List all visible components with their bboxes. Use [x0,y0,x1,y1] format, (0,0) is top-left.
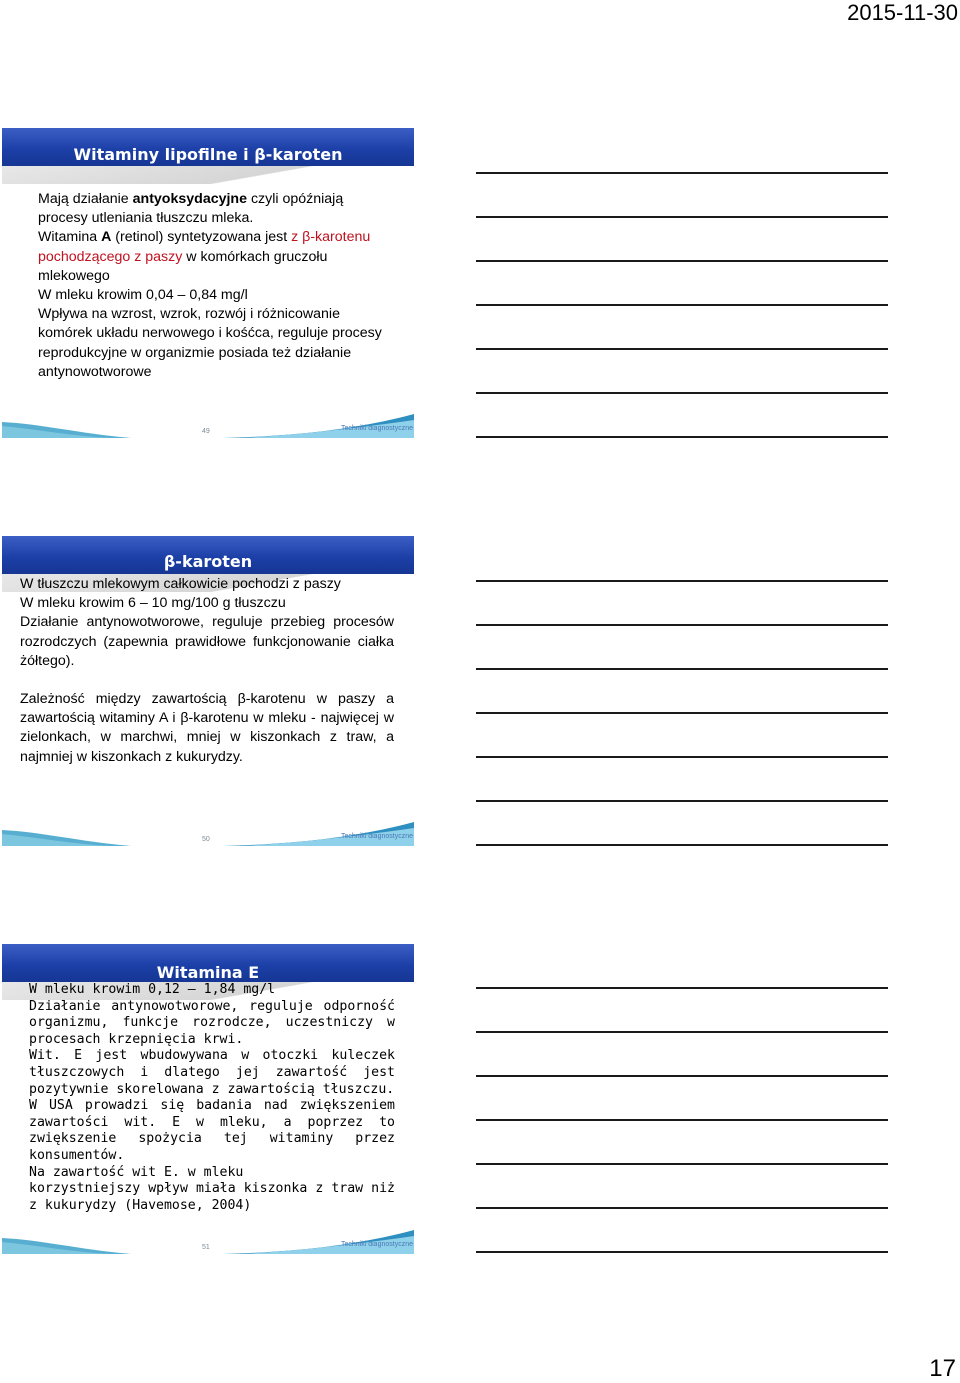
slide-body [20,575,394,767]
paragraph: W mleku krowim 0,12 – 1,84 mg/l [29,982,276,997]
note-line [476,1163,888,1165]
slide-49 [2,128,414,440]
note-line [476,1031,888,1033]
slide-title: Witamina E [156,963,260,982]
note-line [476,1119,888,1121]
page-date: 2015-11-30 [847,0,958,25]
footer-text: Techniki diagnostyczne [341,425,413,432]
note-line [476,668,888,670]
paragraph: Wit. E jest wbudowywana w otoczki kuleczek tłuszczowych i dlatego jej zawartość jest pozytywnie skorelowana z zawartością tłuszczu. [29,1048,395,1097]
note-line [476,392,888,394]
slide-title: β-karoten [163,552,253,571]
slide-body [29,982,395,1214]
paragraph: Działanie antynowotworowe, reguluje odporność organizmu, funkcje rozrodcze, uczestniczy w procesach krzepnięcia krwi. [29,998,395,1047]
slide-footer [2,1228,414,1256]
note-line [476,1251,888,1253]
slide-50 [2,536,414,848]
paragraph: Witamina A (retinol) syntetyzowana jest z β-karotenu pochodzącego z paszy w komórkach gruczołu mlekowego [38,229,371,284]
slide-footer [2,820,414,848]
note-line [476,580,888,582]
note-line [476,624,888,626]
paragraph: W tłuszczu mlekowym całkowicie pochodzi z paszy [20,576,341,592]
note-line [476,844,888,846]
note-line [476,712,888,714]
footer-text: Techniki diagnostyczne [341,1241,413,1248]
slide-header-stripe [2,166,414,184]
paragraph: W USA prowadzi się badania nad zwiększeniem zawartości wit. E w mleku, a poprzez to zwiększenie spożycia tej witaminy przez konsumentów. [29,1098,395,1163]
paragraph: Mają działanie antyoksydacyjne czyli opóźniają procesy utleniania tłuszczu mleka. [38,191,344,227]
note-line [476,216,888,218]
paragraph: Zależność między zawartością β-karotenu w paszy a zawartością witaminy A i β-karotenu w mleku - najwięcej w zielonkach, w marchwi, mniej w kiszonkach z traw, a najmniej w kiszonkach z kukurydzy. [20,691,394,765]
note-line [476,348,888,350]
note-line [476,987,888,989]
note-line [476,172,888,174]
paragraph: W mleku krowim 0,04 – 0,84 mg/l [38,287,248,304]
slide-number: 49 [202,428,210,435]
note-line [476,1207,888,1209]
page-number: 17 [929,1355,956,1382]
note-line [476,756,888,758]
note-line [476,436,888,438]
note-line [476,260,888,262]
note-line [476,800,888,802]
slide-footer [2,412,414,440]
slide-51 [2,944,414,1256]
note-line [476,1075,888,1077]
paragraph: korzystniejszy wpływ miała kiszonka z traw niż z kukurydzy (Havemose, 2004) [29,1181,395,1213]
slide-number: 50 [202,836,210,843]
paragraph: Na zawartość wit E. w mleku [29,1164,244,1180]
slide-title: Witaminy lipofilne i β-karoten [73,145,343,164]
paragraph: Działanie antynowotworowe, reguluje przebieg procesów rozrodczych (zapewnia prawidłowe funkcjonowanie ciałka żółtego). [20,614,394,669]
slide-body [38,190,394,382]
footer-text: Techniki diagnostyczne [341,833,413,840]
slide-number: 51 [202,1244,210,1251]
paragraph: W mleku krowim 6 – 10 mg/100 g tłuszczu [20,595,286,612]
paragraph: Wpływa na wzrost, wzrok, rozwój i różnicowanie komórek układu nerwowego i kośćca, reguluje procesy reprodukcyjne w organizmie posiada też działanie antynowotworowe [38,306,382,380]
note-line [476,304,888,306]
